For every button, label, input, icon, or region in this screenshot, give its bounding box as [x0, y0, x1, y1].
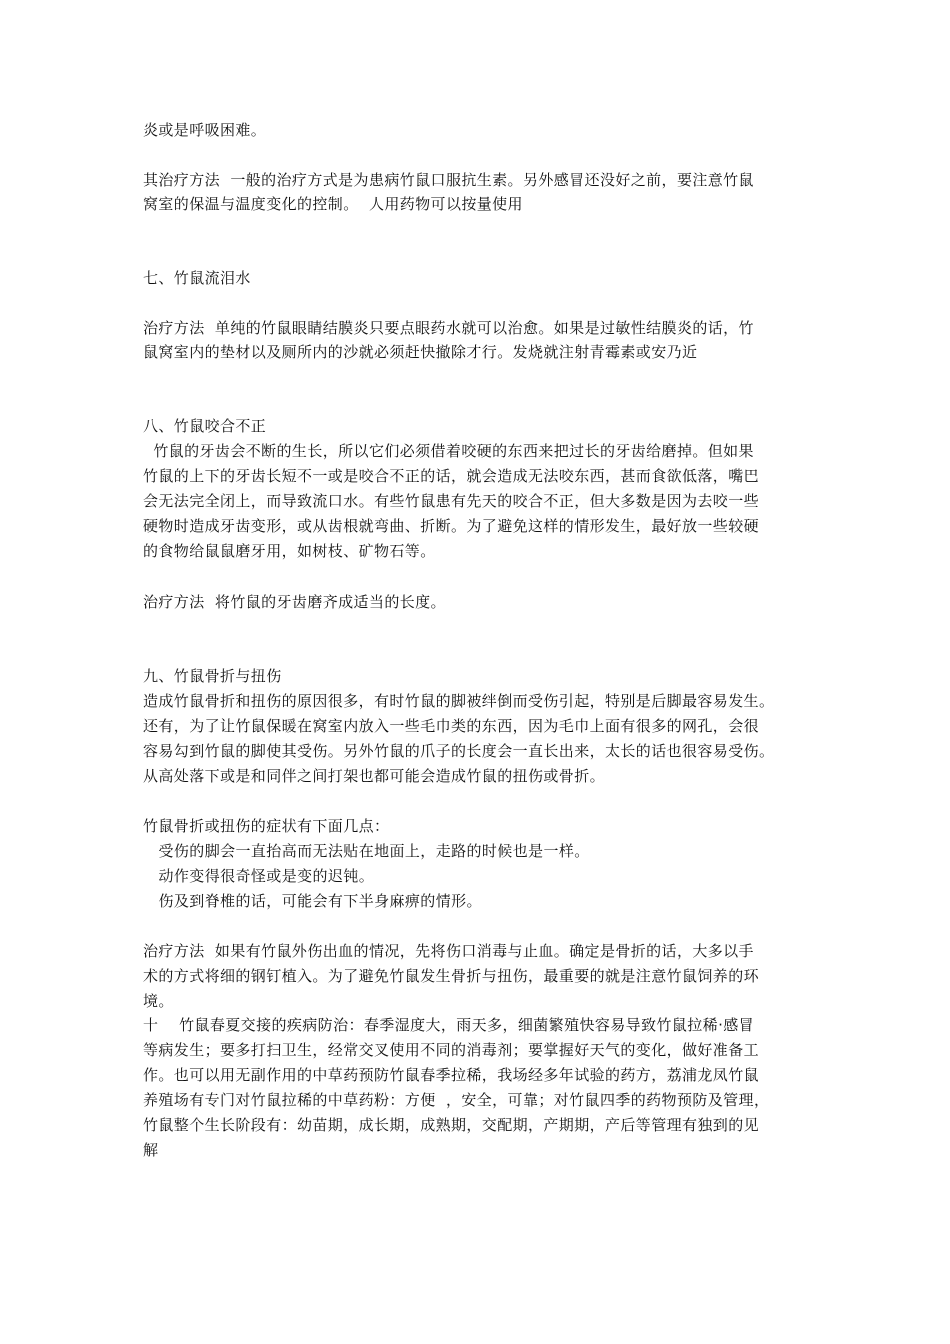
text-line: 硬物时造成牙齿变形，或从齿根就弯曲、折断。为了避免这样的情形发生，最好放一些较硬 [143, 517, 760, 535]
list-item: 伤及到脊椎的话，可能会有下半身麻痹的情形。 [143, 892, 482, 910]
text-line: 术的方式将细的钢钉植入。为了避免竹鼠发生骨折与扭伤，最重要的就是注意竹鼠饲养的环 [143, 967, 760, 985]
text-line: 容易勾到竹鼠的脚使其受伤。另外竹鼠的爪子的长度会一直长出来，太长的话也很容易受伤。 [143, 742, 775, 760]
text-line: 治疗方法 将竹鼠的牙齿磨齐成适当的长度。 [143, 593, 446, 611]
section-heading: 七、竹鼠流泪水 [143, 269, 251, 287]
text-line: 竹鼠的牙齿会不断的生长，所以它们必须借着咬硬的东西来把过长的牙齿给磨掉。但如果 [143, 442, 754, 460]
text-line: 从高处落下或是和同伴之间打架也都可能会造成竹鼠的扭伤或骨折。 [143, 767, 606, 785]
text-line: 竹鼠骨折或扭伤的症状有下面几点： [143, 817, 390, 835]
text-line: 竹鼠整个生长阶段有：幼苗期，成长期，成熟期，交配期，产期期，产后等管理有独到的见 [143, 1116, 760, 1134]
section-heading: 八、竹鼠咬合不正 [143, 417, 267, 435]
text-line: 境。 [143, 992, 174, 1010]
text-line: 炎或是呼吸困难。 [143, 121, 267, 139]
section-heading: 十 竹鼠春夏交接的疾病防治：春季湿度大，雨天多，细菌繁殖快容易导致竹鼠拉稀·感冒 [143, 1016, 755, 1034]
text-line: 其治疗方法 一般的治疗方式是为患病竹鼠口服抗生素。另外感冒还没好之前，要注意竹鼠 [143, 171, 754, 189]
text-line: 治疗方法 如果有竹鼠外伤出血的情况，先将伤口消毒与止血。确定是骨折的话，大多以手 [143, 942, 754, 960]
list-item: 动作变得很奇怪或是变的迟钝。 [143, 867, 375, 885]
text-line: 窝室的保温与温度变化的控制。 人用药物可以按量使用 [143, 195, 523, 213]
list-item: 受伤的脚会一直抬高而无法贴在地面上，走路的时候也是一样。 [143, 842, 590, 860]
text-line: 养殖场有专门对竹鼠拉稀的中草药粉：方便 ，安全，可靠；对竹鼠四季的药物预防及管理， [143, 1091, 770, 1109]
text-line: 鼠窝室内的垫材以及厕所内的沙就必须赶快撤除才行。发烧就注射青霉素或安乃近 [143, 343, 698, 361]
text-line: 等病发生；要多打扫卫生，经常交叉使用不同的消毒剂；要掌握好天气的变化，做好准备工 [143, 1041, 760, 1059]
text-line: 的食物给鼠鼠磨牙用，如树枝、矿物石等。 [143, 542, 436, 560]
text-line: 作。也可以用无副作用的中草药预防竹鼠春季拉稀，我场经多年试验的药方，荔浦龙凤竹鼠 [143, 1066, 760, 1084]
text-line: 造成竹鼠骨折和扭伤的原因很多，有时竹鼠的脚被绊倒而受伤引起，特别是后脚最容易发生。 [143, 692, 775, 710]
text-line: 还有，为了让竹鼠保暖在窝室内放入一些毛巾类的东西，因为毛巾上面有很多的网孔，会很 [143, 717, 760, 735]
section-heading: 九、竹鼠骨折与扭伤 [143, 667, 282, 685]
text-line: 会无法完全闭上，而导致流口水。有些竹鼠患有先天的咬合不正，但大多数是因为去咬一些 [143, 492, 760, 510]
text-line: 治疗方法 单纯的竹鼠眼睛结膜炎只要点眼药水就可以治愈。如果是过敏性结膜炎的话，竹 [143, 319, 754, 337]
text-line: 竹鼠的上下的牙齿长短不一或是咬合不正的话，就会造成无法咬东西，甚而食欲低落，嘴巴 [143, 467, 760, 485]
text-line: 解 [143, 1141, 159, 1159]
